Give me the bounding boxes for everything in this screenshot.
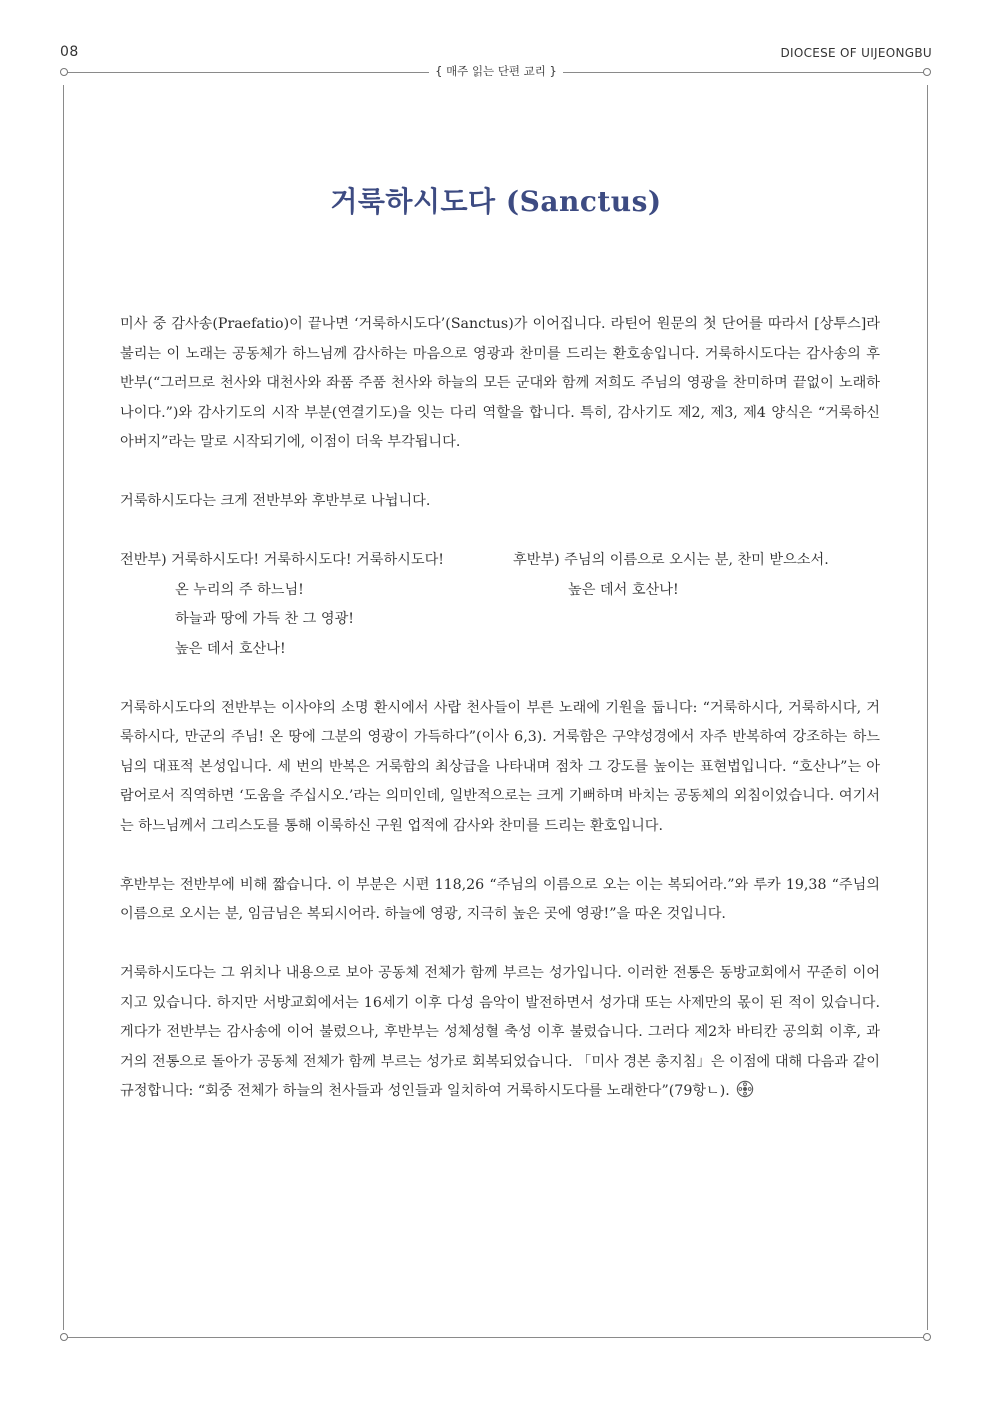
article-body [120,310,880,1136]
front-part-line-1: 전반부) 거룩하시도다! 거룩하시도다! 거룩하시도다! [120,546,444,576]
parts-intro: 거룩하시도다는 크게 전반부와 후반부로 나뉩니다. [120,493,431,509]
section-label-wrap [0,63,992,79]
paragraph-2: 거룩하시도다의 전반부는 이사야의 소명 환시에서 사랍 천사들이 부른 노래에 기원을 둡니다: “거룩하시다, 거룩하시다, 거룩하시다, 만군의 주님! 온 땅에 그분의 영광이 가득하다”(이사 6,3). 거룩함은 구약성경에서 자주 반복하여 강조하는 하느님의 대표적 본성입니다. 세 번의 반복은 거룩함의 최상급을 나타내며 점차 그 강도를 높이는 표현법입니다. “호산나”는 아람어로서 직역하면 ‘도움을 주십시오.’라는 의미인데, 일반적으로는 크게 기뻐하며 바치는 공동체의 외침이었습니다. 여기서는 하느님께서 그리스도를 통해 이룩하신 구원 업적에 감사와 찬미를 드리는 환호입니다. [120,699,880,834]
back-part-line-1: 후반부) 주님의 이름으로 오시는 분, 찬미 받으소서. [513,546,829,576]
sanctus-parts [120,546,880,664]
article-title: 거룩하시도다 (Sanctus) [330,185,662,218]
front-part [120,546,444,664]
back-part [513,546,829,605]
front-part-line-4: 높은 데서 호산나! [175,640,286,657]
right-rule [927,85,928,1330]
section-label: { 매주 읽는 단편 교리 } [429,64,563,78]
end-of-article-ornament-icon [736,1080,754,1098]
back-part-label: 후반부) [513,552,560,568]
publisher-name: DIOCESE OF UIJEONGBU [780,46,932,60]
front-part-label: 전반부) [120,552,167,568]
bottom-right-dot [923,1333,931,1341]
paragraph-4: 거룩하시도다는 그 위치나 내용으로 보아 공동체 전체가 함께 부르는 성가입니다. 이러한 전통은 동방교회에서 꾸준히 이어지고 있습니다. 하지만 서방교회에서는 16세기 이후 다성 음악이 발전하면서 성가대 또는 사제만의 몫이 된 적이 있습니다. 게다가 전반부는 감사송에 이어 불렀으나, 후반부는 성체성혈 축성 이후 불렀습니다. 그러다 제2차 바티칸 공의회 이후, 과거의 전통으로 돌아가 공동체 전체가 함께 부르는 성가로 회복되었습니다. 「미사 경본 총지침」은 이점에 대해 다음과 같이 규정합니다: “회중 전체가 하늘의 천사들과 성인들과 일치하여 거룩하시도다를 노래한다”(79항ㄴ). [120,965,880,1099]
front-part-line-2: 온 누리의 주 하느님! [175,581,304,598]
left-rule [63,85,64,1330]
page-number: 08 [60,44,79,60]
bottom-left-dot [60,1333,68,1341]
bottom-rule [66,1337,926,1338]
paragraph-3: 후반부는 전반부에 비해 짧습니다. 이 부분은 시편 118,26 “주님의 이름으로 오는 이는 복되어라.”와 루카 19,38 “주님의 이름으로 오시는 분, 임금님은 복되시어라. 하늘에 영광, 지극히 높은 곳에 영광!”을 따온 것입니다. [120,876,880,922]
back-part-line-2: 높은 데서 호산나! [568,581,679,598]
front-part-line-3: 하늘과 땅에 가득 찬 그 영광! [175,611,355,627]
paragraph-1: 미사 중 감사송(Praefatio)이 끝나면 ‘거룩하시도다’(Sanctus)가 이어집니다. 라틴어 원문의 첫 단어를 따라서 [상투스]라 불리는 이 노래는 공동체가 하느님께 감사하는 마음으로 영광과 찬미를 드리는 환호송입니다. 거룩하시도다는 감사송의 후반부(“그러므로 천사와 대천사와 좌품 주품 천사와 하늘의 모든 군대와 함께 저희도 주님의 영광을 찬미하며 끝없이 노래하나이다.”)와 감사기도의 시작 부분(연결기도)을 잇는 다리 역할을 합니다. 특히, 감사기도 제2, 제3, 제4 양식은 “거룩하신 아버지”라는 말로 시작되기에, 이점이 더욱 부각됩니다. [120,316,880,450]
